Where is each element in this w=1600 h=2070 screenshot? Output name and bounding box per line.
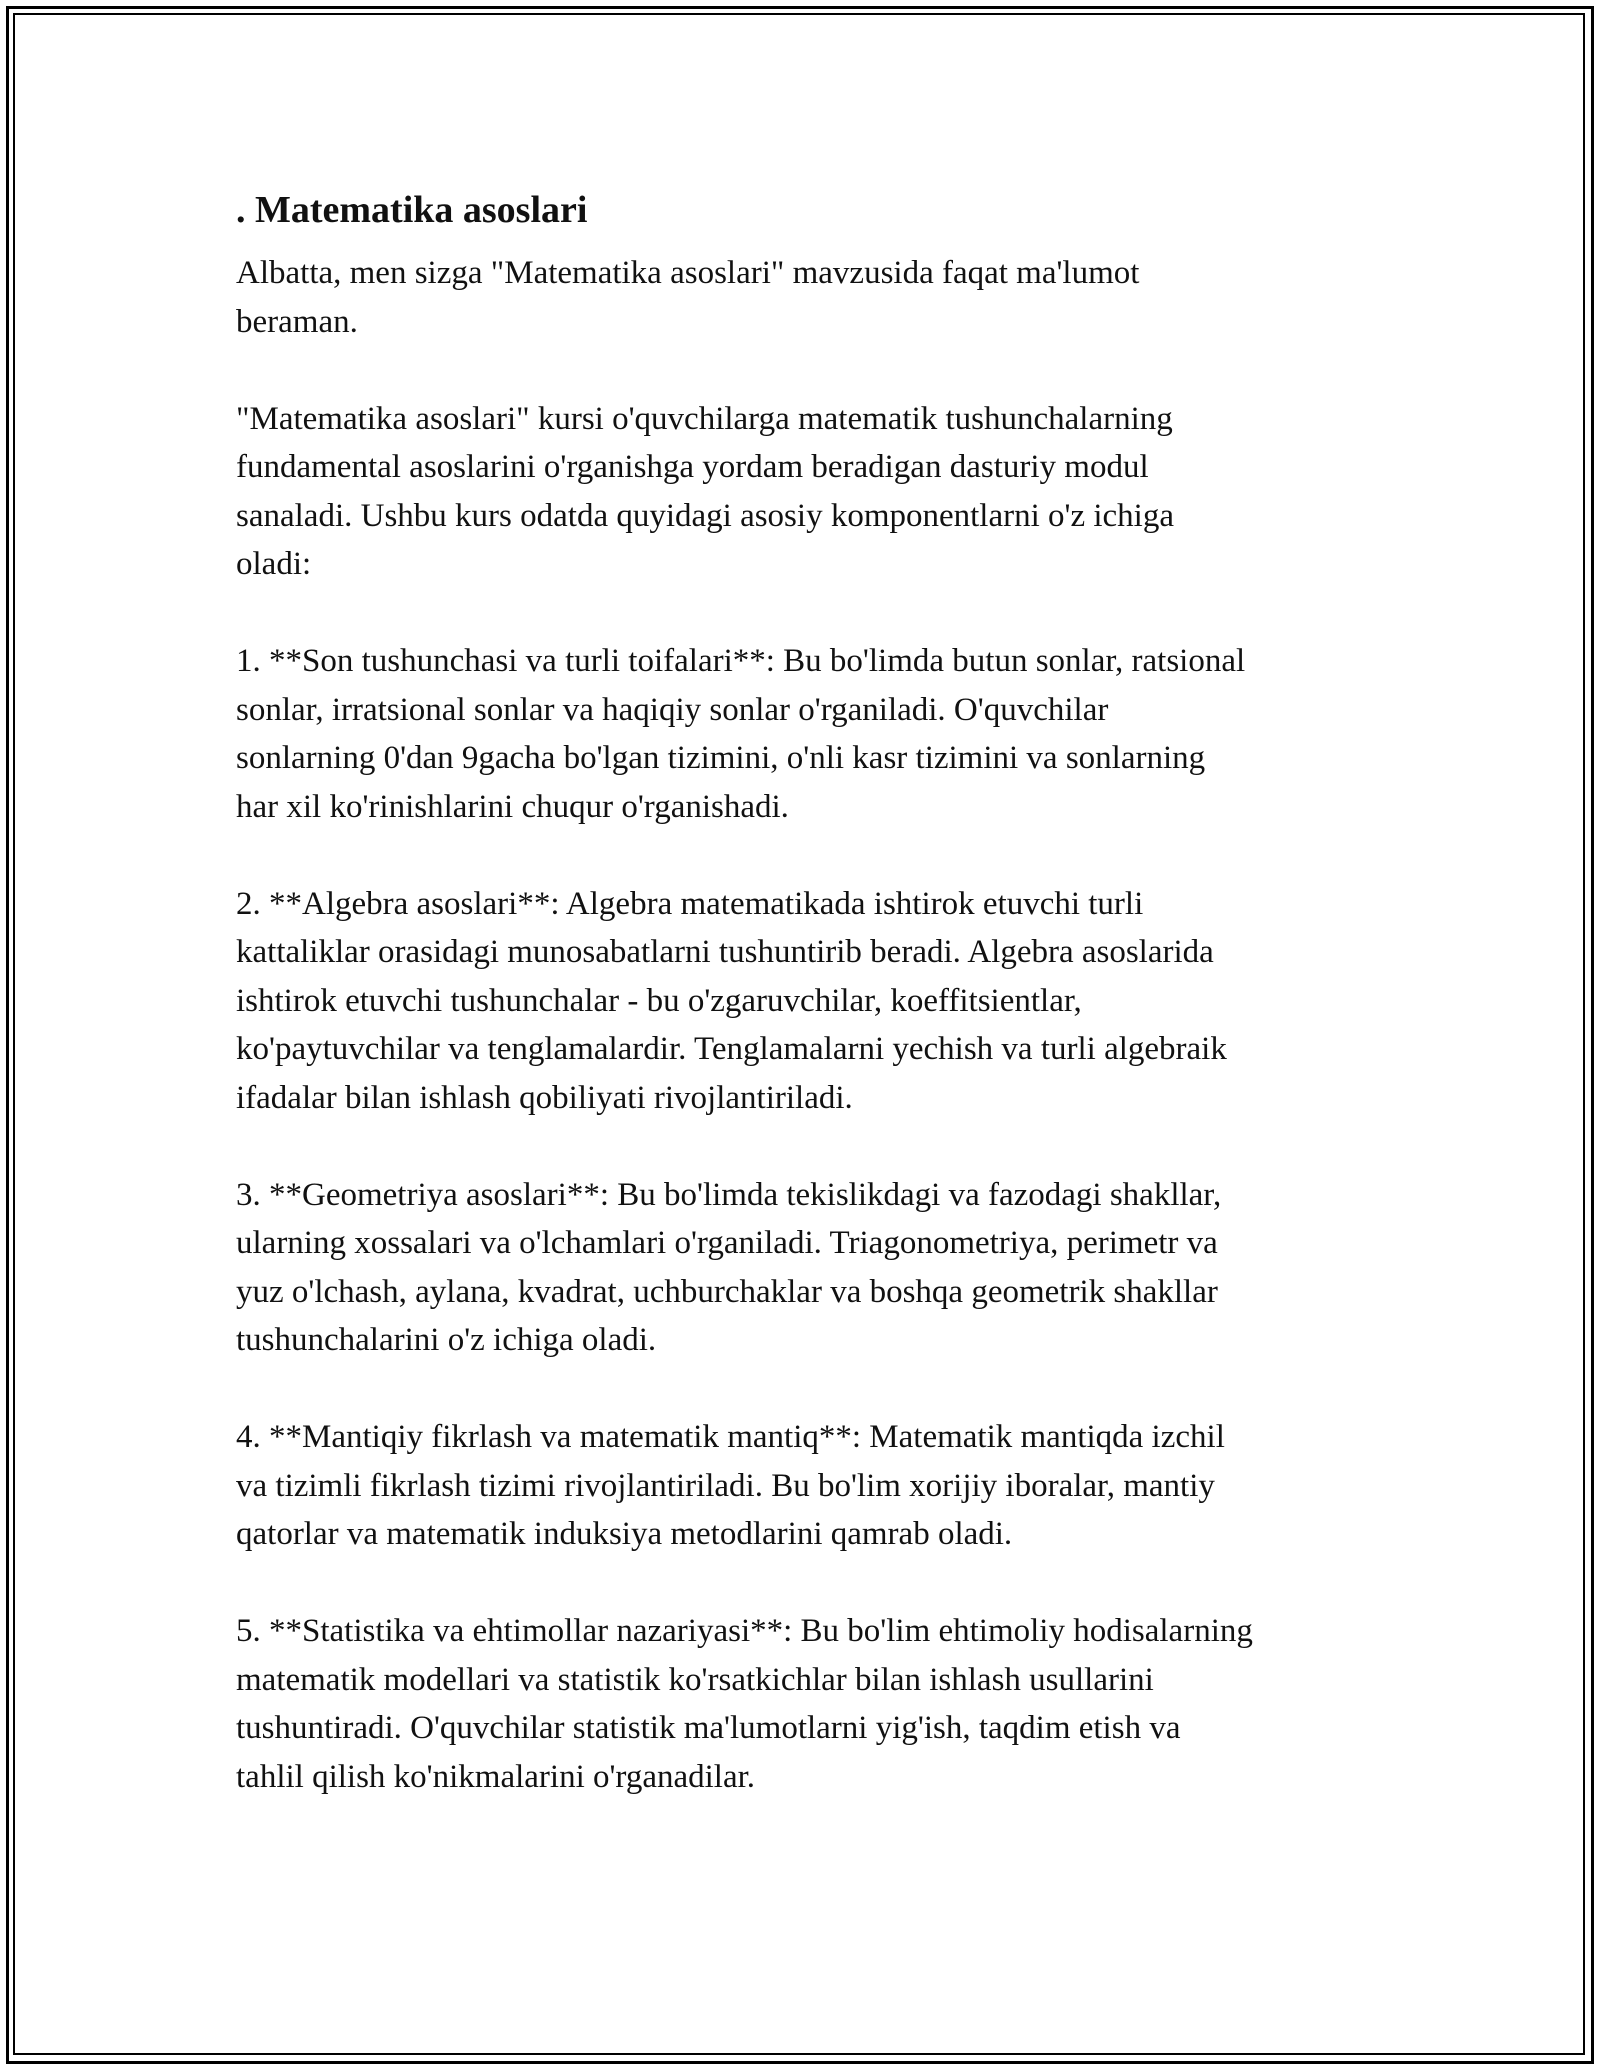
list-item-1 [236,637,1376,831]
list-item-3 [236,1171,1376,1365]
text-line: sonlar, irratsional sonlar va haqiqiy sonlar o'rganiladi. O'quvchilar [236,691,1109,728]
text-line: Albatta, men sizga "Matematika asoslari" mavzusida faqat ma'lumot [236,255,1140,291]
text-line: ko'paytuvchilar va tenglamalardir. Tenglamalarni yechish va turli algebraik [236,1031,1227,1067]
list-item-2 [236,880,1376,1123]
text-line: 2. **Algebra asoslari**: Algebra matematikada ishtirok etuvchi turli [236,885,1144,922]
text-line: 5. **Statistika va ehtimollar nazariyasi**: Bu bo'lim ehtimoliy hodisalarning [236,1613,1253,1649]
list-item-5 [236,1607,1376,1801]
paragraph-intro [236,249,1376,346]
text-line: ifadalar bilan ishlash qobiliyati rivojlantiriladi. [236,1079,853,1116]
document-body [236,185,1376,1850]
text-line: 4. **Mantiqiy fikrlash va matematik mantiq**: Matematik mantiqda izchil [236,1419,1225,1455]
text-line: ularning xossalari va o'lchamlari o'rganiladi. Triagonometriya, perimetr va [236,1225,1218,1261]
text-line: tushuntiradi. O'quvchilar statistik ma'lumotlarni yig'ish, taqdim etish va [236,1710,1181,1746]
text-line: tushunchalarini o'z ichiga oladi. [236,1322,657,1358]
text-line: matematik modellari va statistik ko'rsatkichlar bilan ishlash usullarini [236,1661,1154,1698]
text-line: "Matematika asoslari" kursi o'quvchilarga matematik tushunchalarning [236,400,1173,437]
text-line: sonlarning 0'dan 9gacha bo'lgan tizimini, o'nli kasr tizimini va sonlarning [236,740,1206,776]
text-line: 1. **Son tushunchasi va turli toifalari**: Bu bo'limda butun sonlar, ratsional [236,643,1246,679]
text-line: 3. **Geometriya asoslari**: Bu bo'limda tekislikdagi va fazodagi shakllar, [236,1176,1222,1213]
text-line: fundamental asoslarini o'rganishga yordam beradigan dasturiy modul [236,449,1149,485]
list-item-4 [236,1413,1376,1559]
text-line: va tizimli fikrlash tizimi rivojlantiriladi. Bu bo'lim xorijiy iboralar, mantiy [236,1467,1215,1504]
document-title: . Matematika asoslari [236,189,588,231]
text-line: sanaladi. Ushbu kurs odatda quyidagi asosiy komponentlarni o'z ichiga [236,497,1175,534]
text-line: ishtirok etuvchi tushunchalar - bu o'zgaruvchilar, koeffitsientlar, [236,982,1082,1019]
text-line: qatorlar va matematik induksiya metodlarini qamrab oladi. [236,1516,1013,1552]
text-line: kattaliklar orasidagi munosabatlarni tushuntirib beradi. Algebra asoslarida [236,934,1214,970]
text-line: yuz o'lchash, aylana, kvadrat, uchburchaklar va boshqa geometrik shakllar [236,1273,1218,1310]
text-line: tahlil qilish ko'nikmalarini o'rganadilar. [236,1758,756,1795]
text-line: beraman. [236,303,358,340]
text-line: oladi: [236,546,312,582]
paragraph-course-description [236,395,1376,589]
text-line: har xil ko'rinishlarini chuqur o'rganishadi. [236,788,789,825]
